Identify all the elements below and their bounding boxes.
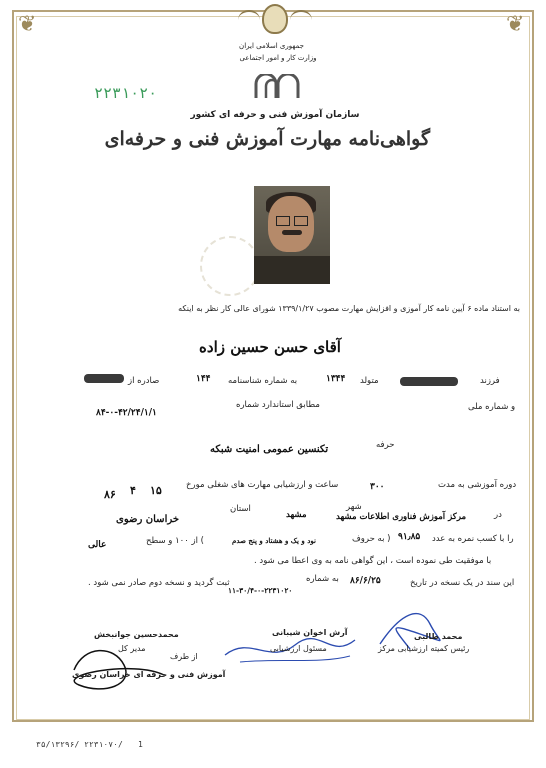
emblem-wing-right [290,10,312,30]
footer-slash: / [118,740,123,749]
label-trade: حرفه [376,440,395,450]
eval-year: ۸۶ [104,488,116,501]
issue-suffix: ثبت گردید و نسخه دوم صادر نمی شود . [88,578,230,588]
label-course-rest: ساعت و ارزشیابی مهارت های شغلی مورخ [186,480,339,490]
label-score-words: ( به حروف [352,534,391,544]
redacted-issue-place [84,374,124,383]
course-hours: ۳۰۰ [370,482,385,492]
label-score: را با کسب نمره به عدد [432,534,514,544]
holder-name: آقای حسن حسین زاده [199,338,341,356]
preamble-line: به استناد ماده ۶ آیین نامه کار آموزی و افزایش مهارت مصوب ۱۳۳۹/۱/۲۷ شورای عالی کار نظر به اینکه [178,304,520,313]
ornament-top-right: ❦ [506,12,525,37]
emblem-wing-left [238,10,260,30]
score-number: ۹۱٫۸۵ [398,532,421,542]
national-emblem [262,4,288,34]
ministry-text: وزارت کار و امور اجتماعی [239,54,317,62]
serial-number: ۲۲۳۱۰۲۰ [94,84,158,102]
birth-year: ۱۳۴۴ [326,374,346,384]
embossed-stamp [200,236,260,296]
label-issue-number: به شماره [306,574,339,584]
score-level: عالی [88,540,107,550]
city-name: مشهد [286,510,307,520]
label-standard: مطابق استاندارد شماره [236,400,320,410]
label-issued-from: صادره از [128,376,160,386]
label-course: دوره آموزشی به مدت [438,480,517,490]
issue-date: ۸۶/۶/۲۵ [350,576,381,586]
label-province: استان [230,504,251,514]
label-out-of: ) از ۱۰۰ و سطح [146,536,204,546]
holder-photo [254,186,330,284]
score-words: نود و یک و هشتاد و پنج صدم [232,536,316,545]
signature-left-org: آموزش فنی و حرفه ای خراسان رضوی [72,670,226,679]
province-name: خراسان رضوی [116,514,180,525]
label-city: شهر [346,502,362,512]
signature-right-title: رئیس کمیته ارزشیابی مرکز [378,644,470,653]
certificate-title: گواهی‌نامه مهارت آموزش فنی و حرفه‌ای [104,128,430,150]
ornament-top-left: ❦ [18,12,37,37]
signature-middle-title: مسئول ارزشیابی [270,644,327,653]
success-line: با موفقیت طی نموده است ، این گواهی نامه به وی اعطا می شود . [254,556,492,566]
label-born: متولد [360,376,379,386]
eval-month: ۴ [130,484,136,497]
eval-day: ۱۵ [150,484,162,497]
issue-prefix: این سند در یک نسخه در تاریخ [410,578,515,588]
training-center: مرکز آموزش فناوری اطلاعات مشهد [336,512,467,522]
label-national-id: و شماره ملی [468,402,516,412]
republic-text: جمهوری اسلامی ایران [239,42,304,50]
signature-left-from: از طرف [170,652,198,661]
label-id-number: به شماره شناسنامه [228,376,298,386]
label-in: در [494,510,502,520]
issue-number: ۱۱-۳۰/۴-۰-۲۲۳۱۰۲۰ [228,586,293,595]
standard-number: ۸۴-۰-۴۲/۲۴/۱/۱ [96,408,157,418]
redacted-father-name [400,377,458,386]
signature-left-title: مدیر کل [118,644,146,653]
signature-left-name: محمدحسین جوانبخش [94,630,179,639]
footer-code: ۳۵/۱۳۲۹۶/ ۲۲۳۱۰۷۰ [36,740,118,749]
trade-name: تکنسین عمومی امنیت شبکه [210,444,329,455]
signature-right-name: محمد طالبی [414,632,463,641]
signature-middle-name: آرش اخوان شیبانی [272,628,348,637]
organization-name: سازمان آموزش فنی و حرفه ای کشور [190,110,360,120]
footer-page: 1 [138,740,143,749]
id-number: ۱۴۴ [196,374,211,384]
organization-logo [252,74,300,102]
label-child-of: فرزند [480,376,500,386]
